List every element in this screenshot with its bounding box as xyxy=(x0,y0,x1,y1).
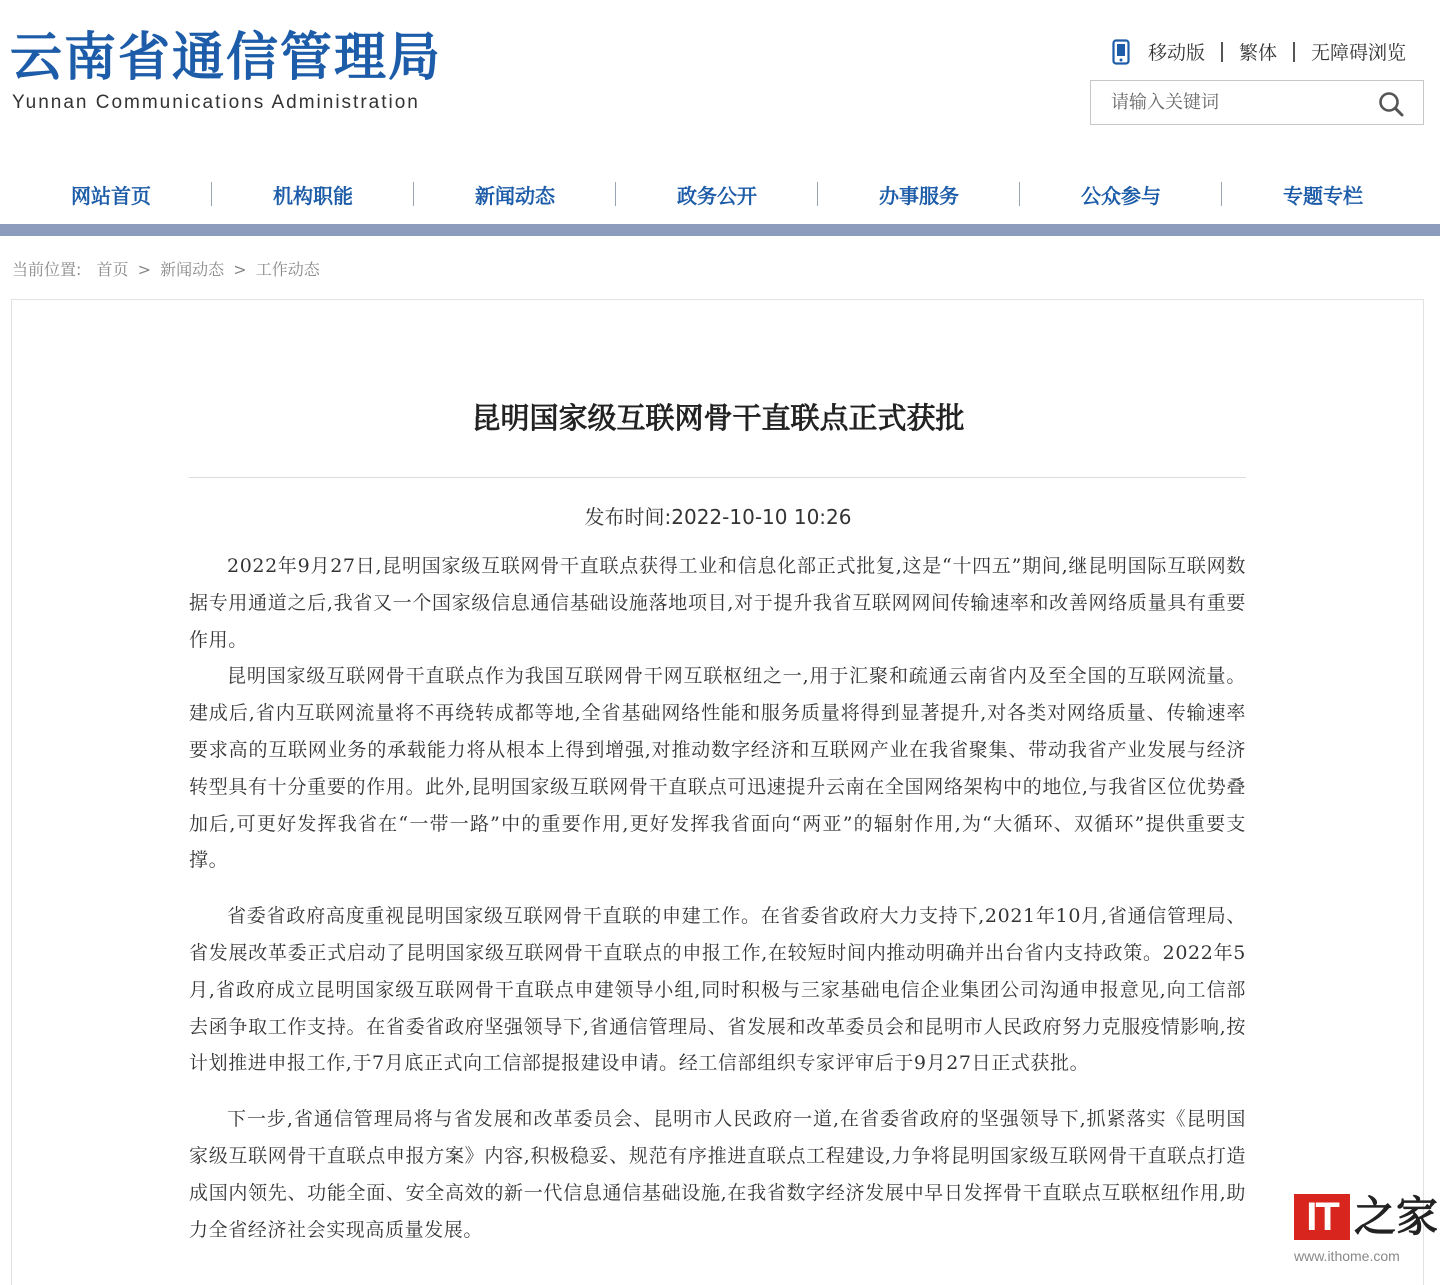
nav-item-government-affairs[interactable]: 政务公开 xyxy=(616,164,818,224)
site-logo-english: Yunnan Communications Administration xyxy=(12,92,420,113)
breadcrumb-news[interactable]: 新闻动态 xyxy=(160,260,225,279)
top-links xyxy=(1112,38,1406,65)
article-title: 昆明国家级互联网骨干直联点正式获批 xyxy=(471,401,965,435)
site-logo-chinese[interactable]: 云南省通信管理局 xyxy=(10,28,443,88)
breadcrumb-label: 当前位置: xyxy=(12,260,82,279)
title-divider xyxy=(189,477,1246,478)
nav-item-home[interactable]: 网站首页 xyxy=(10,164,212,224)
breadcrumb-home[interactable]: 首页 xyxy=(96,260,129,279)
nav-item-public-participation[interactable]: 公众参与 xyxy=(1020,164,1222,224)
breadcrumb xyxy=(12,257,320,280)
mobile-version-link[interactable]: 移动版 xyxy=(1147,42,1205,64)
article-body xyxy=(189,548,1246,1248)
article-paragraph: 省委省政府高度重视昆明国家级互联网骨干直联的申建工作。在省委省政府大力支持下,2021年10月,省通信管理局、省发展改革委正式启动了昆明国家级互联网骨干直联点的申报工作,在较短时间内推动明确并出台省内支持政策。2022年5月,省政府成立昆明国家级互联网骨干直联点申建领导小组,同时积极与三家基础电信企业集团公司沟通申报意见,向工信部去函争取工作支持。在省委省政府坚强领导下,省通信管理局、省发展和改革委员会和昆明市人民政府努力克服疫情影响,按计划推进申报工作,于7月底正式向工信部提报建设申请。经工信部组织专家评审后于9月27日正式获批。 xyxy=(189,905,1246,1075)
nav-item-services[interactable]: 办事服务 xyxy=(818,164,1020,224)
main-nav xyxy=(0,164,1440,224)
divider xyxy=(1293,42,1295,62)
search-box xyxy=(1090,80,1424,125)
nav-item-special-topics[interactable]: 专题专栏 xyxy=(1283,183,1363,208)
article-paragraph: 昆明国家级互联网骨干直联点作为我国互联网骨干网互联枢纽之一,用于汇聚和疏通云南省内及至全国的互联网流量。建成后,省内互联网流量将不再绕转成都等地,全省基础网络性能和服务质量将得到显著提升,对各类对网络质量、传输速率要求高的互联网业务的承载能力将从根本上得到增强,对推动数字经济和互联网产业在我省聚集、带动我省产业发展与经济转型具有十分重要的作用。此外,昆明国家级互联网骨干直联点可迅速提升云南在全国网络架构中的地位,与我省区位优势叠加后,可更好发挥我省在“一带一路”中的重要作用,更好发挥我省面向“两亚”的辐射作用,为“大循环、双循环”提供重要支撑。 xyxy=(189,665,1246,872)
watermark-url: www.ithome.com xyxy=(1294,1248,1400,1264)
article-paragraph: 2022年9月27日,昆明国家级互联网骨干直联点获得工业和信息化部正式批复,这是“十四五”期间,继昆明国际互联网数据专用通道之后,我省又一个国家级信息通信基础设施落地项目,对于提升我省互联网网间传输速率和改善网络质量具有重要作用。 xyxy=(189,555,1246,651)
accessible-browse-link[interactable]: 无障碍浏览 xyxy=(1310,42,1406,64)
search-icon[interactable] xyxy=(1377,90,1405,118)
publish-time: 发布时间:2022-10-10 10:26 xyxy=(584,505,852,529)
divider xyxy=(1221,42,1223,62)
breadcrumb-separator: > xyxy=(137,260,152,279)
nav-item-organization[interactable]: 机构职能 xyxy=(212,164,414,224)
breadcrumb-separator: > xyxy=(233,260,247,279)
mobile-phone-icon xyxy=(1112,39,1130,65)
nav-underline-bar xyxy=(0,224,1440,236)
breadcrumb-work-news[interactable]: 工作动态 xyxy=(255,260,320,279)
site-header xyxy=(0,0,1440,150)
ithome-watermark xyxy=(1288,1188,1439,1273)
watermark-zh-logo: 之家 xyxy=(1354,1192,1439,1241)
search-input[interactable] xyxy=(1091,81,1371,124)
traditional-chinese-link[interactable]: 繁体 xyxy=(1238,42,1277,64)
article-paragraph: 下一步,省通信管理局将与省发展和改革委员会、昆明市人民政府一道,在省委省政府的坚强领导下,抓紧落实《昆明国家级互联网骨干直联点申报方案》内容,积极稳妥、规范有序推进直联点工程建设,力争将昆明国家级互联网骨干直联点打造成国内领先、功能全面、安全高效的新一代信息通信基础设施,在我省数字经济发展中早日发挥骨干直联点互联枢纽作用,助力全省经济社会实现高质量发展。 xyxy=(189,1108,1246,1241)
nav-item-news[interactable]: 新闻动态 xyxy=(414,164,616,224)
watermark-it-logo: IT xyxy=(1294,1194,1350,1240)
